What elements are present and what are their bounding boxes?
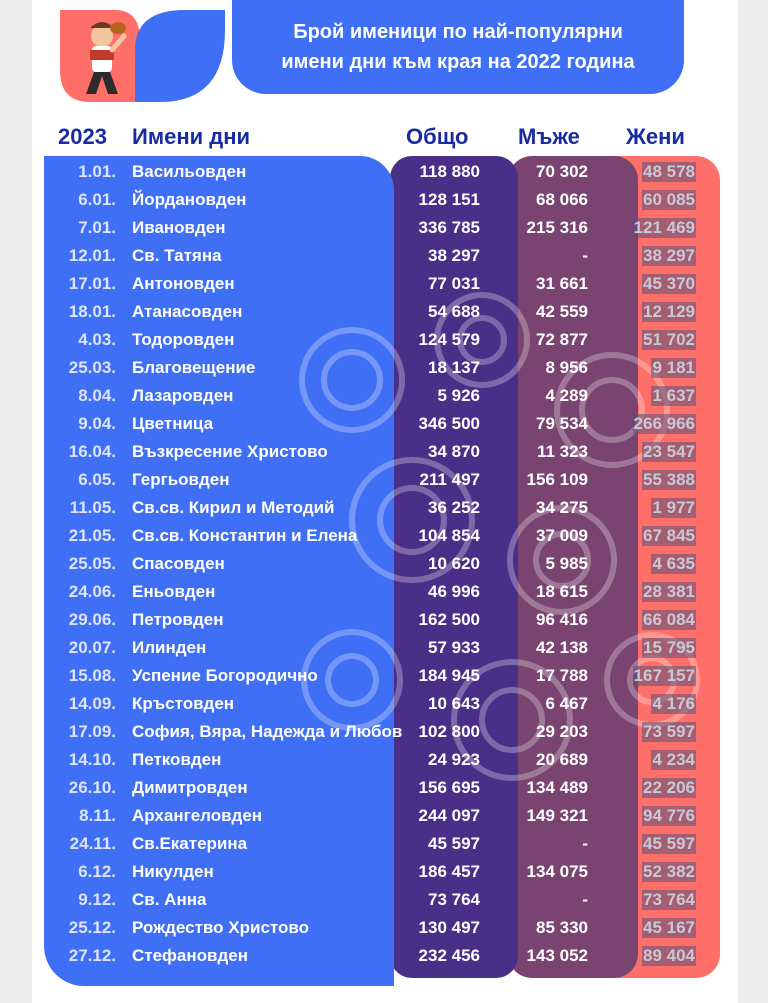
row-date: 27.12. — [68, 946, 116, 965]
row-men: 134 075 — [526, 862, 588, 881]
row-name-day: Лазаровден — [132, 386, 234, 405]
title-banner — [232, 0, 684, 94]
row-total: 46 996 — [428, 582, 480, 601]
row-men: 18 615 — [536, 582, 588, 601]
row-men: 11 323 — [536, 442, 588, 461]
row-name-day: Архангеловден — [132, 806, 263, 825]
row-name-day: Тодоровден — [132, 330, 235, 349]
table-row — [32, 470, 738, 498]
row-date: 20.07. — [68, 638, 116, 657]
row-date: 4.03. — [78, 330, 116, 349]
row-date: 18.01. — [68, 302, 116, 321]
table-row — [32, 778, 738, 806]
table-row — [32, 526, 738, 554]
row-total: 232 456 — [418, 946, 480, 965]
row-women: 22 206 — [643, 778, 695, 797]
row-total: 57 933 — [428, 638, 480, 657]
table-row — [32, 806, 738, 834]
row-date: 11.05. — [69, 498, 116, 517]
row-name-day: Цветница — [132, 414, 214, 433]
row-women: 15 795 — [643, 638, 695, 657]
row-date: 14.09. — [68, 694, 116, 713]
row-name-day: Никулден — [132, 862, 214, 881]
row-women: 45 597 — [643, 834, 695, 853]
row-total: 124 579 — [418, 330, 480, 349]
row-date: 15.08. — [68, 666, 116, 685]
row-men: 215 316 — [526, 218, 588, 237]
infographic-page — [32, 0, 738, 1003]
row-date: 16.04. — [68, 442, 116, 461]
table-row — [32, 610, 738, 638]
row-total: 10 620 — [428, 554, 480, 573]
row-name-day: Св.св. Кирил и Методий — [132, 498, 335, 517]
row-date: 21.05. — [68, 526, 116, 545]
row-men: 72 877 — [536, 330, 588, 349]
row-women: 89 404 — [643, 946, 695, 965]
row-men: 134 489 — [526, 778, 588, 797]
table-row — [32, 890, 738, 918]
row-date: 24.06. — [68, 582, 116, 601]
row-date: 6.12. — [78, 862, 116, 881]
row-men: 42 138 — [536, 638, 588, 657]
row-total: 104 854 — [418, 526, 480, 545]
row-date: 25.03. — [68, 358, 116, 377]
table-row — [32, 638, 738, 666]
row-women: 67 845 — [643, 526, 695, 545]
row-total: 10 643 — [428, 694, 480, 713]
row-men: 143 052 — [526, 946, 588, 965]
row-date: 8.04. — [78, 386, 116, 405]
row-total: 45 597 — [428, 834, 480, 853]
row-men: 5 985 — [545, 554, 588, 573]
row-women: 48 578 — [643, 162, 695, 181]
row-total: 54 688 — [428, 302, 480, 321]
row-men: 29 203 — [536, 722, 588, 741]
row-date: 12.01. — [68, 246, 116, 265]
row-date: 9.12. — [78, 890, 116, 909]
row-name-day: Успение Богородично — [132, 666, 318, 685]
row-men: 20 689 — [536, 750, 588, 769]
table-row — [32, 162, 738, 190]
row-total: 336 785 — [418, 218, 480, 237]
table-row — [32, 386, 738, 414]
row-name-day: Антоновден — [132, 274, 235, 293]
row-name-day: Рождество Христово — [132, 918, 309, 937]
row-women: 73 764 — [643, 890, 695, 909]
row-women: 28 381 — [643, 582, 695, 601]
row-total: 77 031 — [428, 274, 480, 293]
row-women: 4 635 — [652, 554, 695, 573]
row-men: 42 559 — [536, 302, 588, 321]
row-date: 8.11. — [79, 806, 116, 825]
row-date: 6.05. — [78, 470, 116, 489]
row-name-day: Св. Татяна — [132, 246, 222, 265]
row-total: 36 252 — [428, 498, 480, 517]
row-total: 244 097 — [418, 806, 480, 825]
row-total: 118 880 — [419, 162, 480, 181]
column-header-men: Мъже — [518, 124, 580, 149]
row-total: 5 926 — [437, 386, 480, 405]
row-women: 1 637 — [652, 386, 695, 405]
row-date: 17.01. — [68, 274, 116, 293]
row-women: 73 597 — [643, 722, 695, 741]
table-row — [32, 582, 738, 610]
row-women: 167 157 — [633, 666, 695, 685]
row-total: 211 497 — [419, 470, 480, 489]
row-total: 184 945 — [418, 666, 480, 685]
row-women: 266 966 — [633, 414, 695, 433]
row-total: 162 500 — [418, 610, 480, 629]
table-row — [32, 862, 738, 890]
row-men: 6 467 — [545, 694, 588, 713]
row-total: 186 457 — [418, 862, 480, 881]
table-row — [32, 722, 738, 750]
row-date: 14.10. — [68, 750, 116, 769]
row-men: - — [582, 834, 588, 853]
table-row — [32, 190, 738, 218]
table-row — [32, 666, 738, 694]
row-name-day: Петровден — [132, 610, 224, 629]
row-total: 102 800 — [418, 722, 480, 741]
table-row — [32, 414, 738, 442]
row-women: 60 085 — [643, 190, 695, 209]
row-date: 26.10. — [68, 778, 116, 797]
row-date: 24.11. — [69, 834, 116, 853]
row-name-day: Йордановден — [132, 190, 247, 209]
table-row — [32, 694, 738, 722]
row-women: 12 129 — [643, 302, 695, 321]
row-name-day: Гергьовден — [132, 470, 230, 489]
row-men: 8 956 — [545, 358, 588, 377]
column-header-year: 2023 — [58, 124, 107, 149]
row-men: 156 109 — [526, 470, 588, 489]
row-men: 96 416 — [536, 610, 588, 629]
row-men: 70 302 — [536, 162, 588, 181]
row-date: 1.01. — [78, 162, 116, 181]
row-women: 4 176 — [652, 694, 695, 713]
row-total: 34 870 — [428, 442, 480, 461]
row-men: 68 066 — [536, 190, 588, 209]
row-name-day: София, Вяра, Надежда и Любов — [132, 722, 403, 741]
row-total: 128 151 — [418, 190, 480, 209]
row-date: 25.12. — [68, 918, 116, 937]
row-total: 18 137 — [428, 358, 480, 377]
row-name-day: Спасовден — [132, 554, 225, 573]
row-date: 17.09. — [68, 722, 116, 741]
row-men: 79 534 — [536, 414, 588, 433]
row-total: 156 695 — [418, 778, 480, 797]
table-row — [32, 218, 738, 246]
table-row — [32, 946, 738, 974]
row-women: 23 547 — [643, 442, 695, 461]
row-women: 51 702 — [643, 330, 695, 349]
row-women: 1 977 — [652, 498, 695, 517]
column-header-name-days: Имени дни — [132, 124, 251, 149]
row-name-day: Възкресение Христово — [132, 442, 328, 461]
row-name-day: Ивановден — [132, 218, 226, 237]
row-total: 73 764 — [428, 890, 480, 909]
row-women: 52 382 — [643, 862, 695, 881]
row-women: 45 370 — [643, 274, 695, 293]
row-women: 55 388 — [643, 470, 695, 489]
title-line-2: имени дни към края на 2022 година — [281, 51, 635, 73]
table-row — [32, 302, 738, 330]
row-men: 17 788 — [536, 666, 588, 685]
row-name-day: Илинден — [132, 638, 207, 657]
row-name-day: Васильовден — [132, 162, 247, 181]
row-men: - — [582, 890, 588, 909]
row-name-day: Св.Екатерина — [132, 834, 248, 853]
row-total: 346 500 — [418, 414, 480, 433]
row-men: 34 275 — [536, 498, 588, 517]
row-men: 4 289 — [545, 386, 588, 405]
row-name-day: Еньовден — [132, 582, 216, 601]
row-name-day: Кръстовден — [132, 694, 235, 713]
row-total: 130 497 — [418, 918, 480, 937]
row-women: 94 776 — [643, 806, 695, 825]
table-row — [32, 274, 738, 302]
row-women: 9 181 — [652, 358, 695, 377]
folk-character-logo-icon — [60, 10, 225, 102]
row-date: 6.01. — [78, 190, 116, 209]
row-men: 31 661 — [536, 274, 588, 293]
row-total: 24 923 — [428, 750, 480, 769]
row-men: - — [582, 246, 588, 265]
table-row — [32, 750, 738, 778]
row-men: 37 009 — [536, 526, 588, 545]
table-row — [32, 918, 738, 946]
row-date: 9.04. — [78, 414, 116, 433]
row-women: 121 469 — [633, 218, 695, 237]
table-row — [32, 834, 738, 862]
table-row — [32, 498, 738, 526]
row-men: 85 330 — [536, 918, 588, 937]
table-row — [32, 442, 738, 470]
row-date: 25.05. — [68, 554, 116, 573]
row-women: 4 234 — [652, 750, 695, 769]
row-name-day: Атанасовден — [132, 302, 243, 321]
row-men: 149 321 — [526, 806, 588, 825]
table-row — [32, 554, 738, 582]
table-row — [32, 358, 738, 386]
row-date: 7.01. — [78, 218, 116, 237]
column-header-women: Жени — [626, 124, 685, 149]
row-name-day: Св.св. Константин и Елена — [132, 526, 358, 545]
row-name-day: Петковден — [132, 750, 222, 769]
row-total: 38 297 — [428, 246, 480, 265]
row-date: 29.06. — [68, 610, 116, 629]
table-row — [32, 246, 738, 274]
row-women: 38 297 — [643, 246, 695, 265]
row-name-day: Св. Анна — [132, 890, 207, 909]
row-women: 45 167 — [643, 918, 695, 937]
title-line-1: Брой именици по най-популярни — [293, 21, 623, 43]
row-name-day: Димитровден — [132, 778, 248, 797]
row-name-day: Стефановден — [132, 946, 249, 965]
row-name-day: Благовещение — [132, 358, 256, 377]
row-women: 66 084 — [643, 610, 695, 629]
table-row — [32, 330, 738, 358]
column-header-total: Общо — [406, 124, 469, 149]
